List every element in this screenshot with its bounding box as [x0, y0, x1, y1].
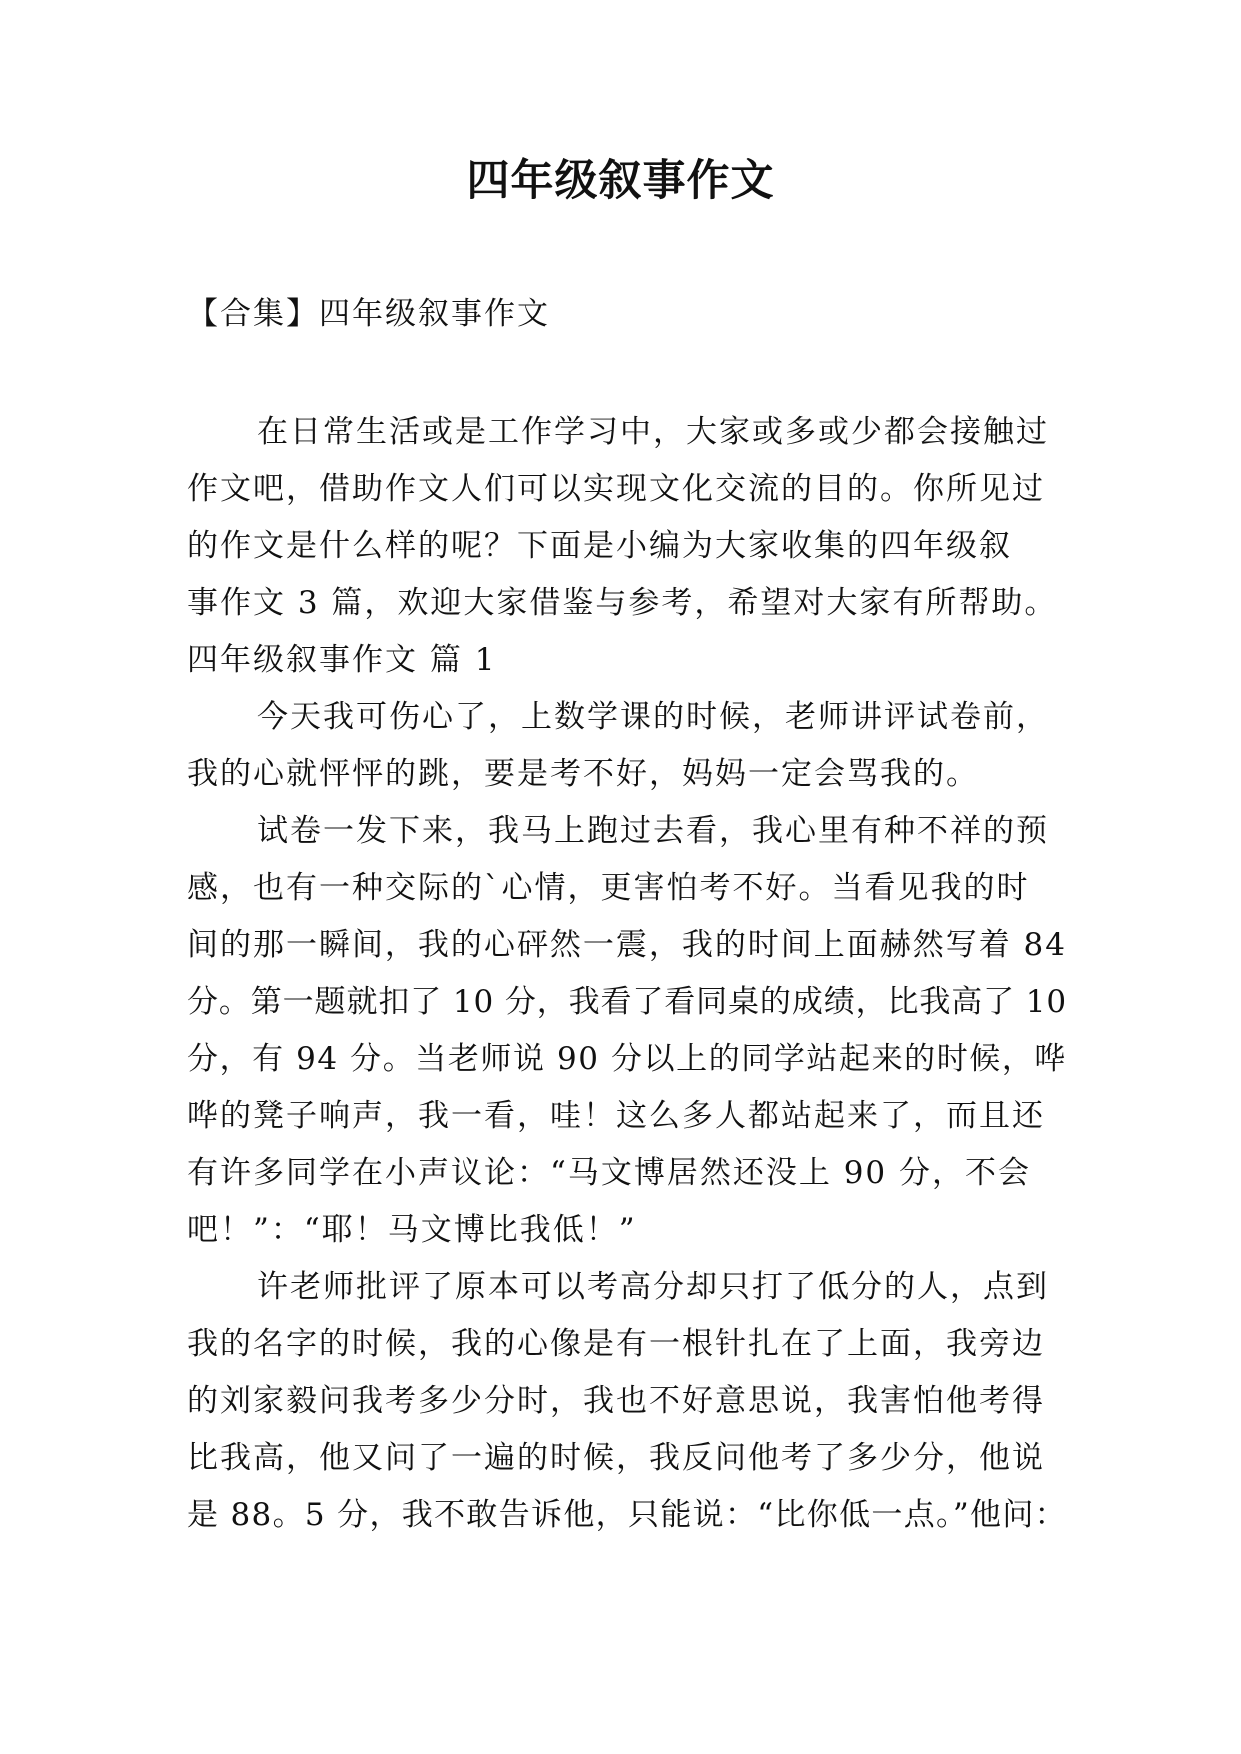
text-line: 吧！”：“耶！马文博比我低！” — [187, 1212, 637, 1248]
text-line: 作文吧，借助作文人们可以实现文化交流的目的。你所见过 — [187, 471, 1045, 507]
text-line: 分。第一题就扣了 10 分，我看了看同桌的成绩，比我高了 10 — [187, 984, 1067, 1020]
text-line: 有许多同学在小声议论：“马文博居然还没上 90 分，不会 — [187, 1155, 1031, 1191]
text-line: 分，有 94 分。当老师说 90 分以上的同学站起来的时候，哗 — [187, 1041, 1067, 1077]
text-line: 我的名字的时候，我的心像是有一根针扎在了上面，我旁边 — [187, 1326, 1045, 1362]
text-line: 感，也有一种交际的`心情，更害怕考不好。当看见我的时 — [187, 870, 1030, 906]
text-line: 的作文是什么样的呢？下面是小编为大家收集的四年级叙 — [187, 528, 1012, 564]
text-line: 是 88。5 分，我不敢告诉他，只能说：“比你低一点。”他问： — [187, 1497, 1067, 1533]
text-line: 试卷一发下来，我马上跑过去看，我心里有种不祥的预 — [257, 813, 1049, 849]
page-title: 四年级叙事作文 — [466, 156, 775, 206]
text-line: 哗的凳子响声，我一看，哇！这么多人都站起来了，而且还 — [187, 1098, 1045, 1134]
text-line: 在日常生活或是工作学习中，大家或多或少都会接触过 — [257, 414, 1049, 450]
text-line: 许老师批评了原本可以考高分却只打了低分的人，点到 — [257, 1269, 1049, 1305]
essay-body — [187, 404, 1067, 1544]
text-line: 我的心就怦怦的跳，要是考不好，妈妈一定会骂我的。 — [187, 756, 979, 792]
text-line: 的刘家毅问我考多少分时，我也不好意思说，我害怕他考得 — [187, 1383, 1045, 1419]
text-line: 今天我可伤心了，上数学课的时候，老师讲评试卷前， — [257, 699, 1049, 735]
text-line: 比我高，他又问了一遍的时候，我反问他考了多少分，他说 — [187, 1440, 1045, 1476]
subtitle: 【合集】四年级叙事作文 — [187, 296, 550, 332]
text-line: 四年级叙事作文 篇 1 — [187, 642, 497, 678]
text-line: 间的那一瞬间，我的心砰然一震，我的时间上面赫然写着 84 — [187, 927, 1067, 963]
text-line: 事作文 3 篇，欢迎大家借鉴与参考，希望对大家有所帮助。 — [187, 585, 1058, 621]
